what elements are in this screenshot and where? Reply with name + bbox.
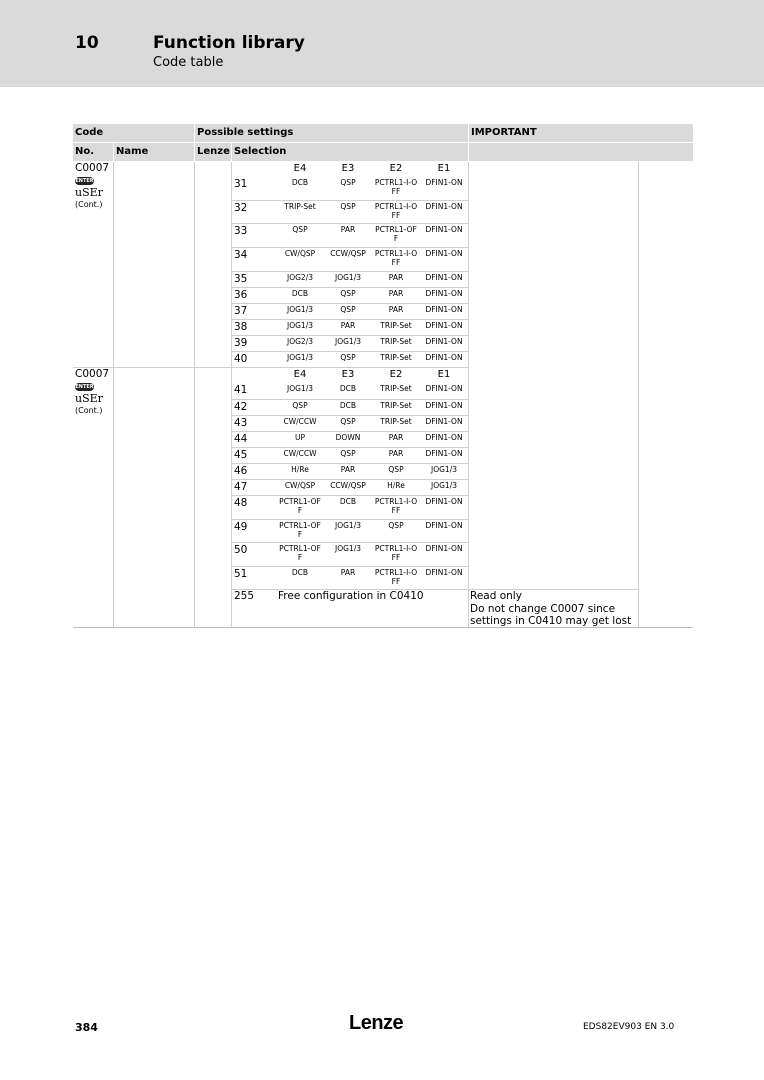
display-code: uSEr xyxy=(75,392,103,405)
cell-e4: PCTRL1-OF F xyxy=(279,521,321,539)
cell-e4: JOG1/3 xyxy=(287,321,313,330)
header-important: IMPORTANT xyxy=(469,124,693,142)
selection-number: 37 xyxy=(234,305,248,317)
continued-label: (Cont.) xyxy=(75,406,103,415)
table-row xyxy=(232,543,468,565)
chapter-title: Function library xyxy=(153,33,305,53)
cell-e1: DFIN1-ON xyxy=(425,497,463,506)
selection-number: 46 xyxy=(234,465,248,477)
cell-e2: PCTRL1-OF F xyxy=(375,225,417,243)
table-row xyxy=(232,352,468,367)
table-row xyxy=(232,520,468,542)
table-row xyxy=(232,320,468,335)
cell-e4: QSP xyxy=(292,225,308,234)
cell-e4: PCTRL1-OF F xyxy=(279,544,321,562)
table-row xyxy=(232,336,468,351)
selection-number: 39 xyxy=(234,337,248,349)
cell-e2: QSP xyxy=(388,521,404,530)
selection-number: 31 xyxy=(234,178,248,190)
table-bottom-border xyxy=(73,627,693,628)
selection-number: 41 xyxy=(234,384,248,396)
header-possible-settings: Possible settings xyxy=(195,124,468,142)
table-row xyxy=(232,383,468,398)
header-code: Code xyxy=(73,124,194,142)
selection-number: 35 xyxy=(234,273,248,285)
document-reference: EDS82EV903 EN 3.0 xyxy=(583,1022,675,1032)
cell-e4: DCB xyxy=(291,178,309,187)
cell-e3: JOG1/3 xyxy=(335,544,361,553)
free-config-number: 255 xyxy=(234,590,255,602)
cell-e1: DFIN1-ON xyxy=(425,433,463,442)
cell-e3: PAR xyxy=(340,568,356,577)
cell-e2: PCTRL1-I-O FF xyxy=(374,568,418,586)
enter-key-icon: ENTER xyxy=(75,384,94,390)
header-selection: Selection xyxy=(232,143,468,161)
cell-e4: QSP xyxy=(292,401,308,410)
cell-e4: UP xyxy=(294,433,305,442)
terminal-header-e2: E2 xyxy=(389,163,403,174)
cell-e1: JOG1/3 xyxy=(431,481,457,490)
lenze-logo: Lenze xyxy=(349,1012,404,1034)
selection-number: 49 xyxy=(234,521,248,533)
cell-e1: DFIN1-ON xyxy=(425,249,463,258)
selection-number: 32 xyxy=(234,202,248,214)
selection-number: 42 xyxy=(234,401,248,413)
cell-e4: JOG1/3 xyxy=(287,305,313,314)
header-lenze: Lenze xyxy=(195,143,231,161)
cell-e4: DCB xyxy=(291,568,309,577)
terminal-header-e2: E2 xyxy=(389,369,403,380)
cell-e3: PAR xyxy=(340,465,356,474)
note-line: Read only xyxy=(470,590,522,602)
page-number: 384 xyxy=(75,1021,98,1034)
table-body xyxy=(73,162,693,628)
table-row xyxy=(232,448,468,463)
cell-e1: DFIN1-ON xyxy=(425,568,463,577)
cell-e2: TRIP-Set xyxy=(380,417,412,426)
table-row xyxy=(232,400,468,415)
header-name: Name xyxy=(114,143,194,161)
cell-e1: DFIN1-ON xyxy=(425,202,463,211)
cell-e1: DFIN1-ON xyxy=(425,273,463,282)
cell-e3: QSP xyxy=(340,449,356,458)
table-row xyxy=(232,416,468,431)
cell-e2: PAR xyxy=(388,289,404,298)
chapter-subtitle: Code table xyxy=(153,55,224,70)
cell-e2: TRIP-Set xyxy=(380,353,412,362)
selection-number: 44 xyxy=(234,433,248,445)
column-divider xyxy=(194,162,195,628)
cell-e3: PAR xyxy=(340,225,356,234)
cell-e4: JOG2/3 xyxy=(287,273,313,282)
cell-e3: QSP xyxy=(340,353,356,362)
table-row xyxy=(232,464,468,479)
cell-e2: PAR xyxy=(388,433,404,442)
cell-e3: JOG1/3 xyxy=(335,273,361,282)
cell-e2: TRIP-Set xyxy=(380,401,412,410)
terminal-header-e1: E1 xyxy=(437,369,451,380)
selection-number: 34 xyxy=(234,249,248,261)
table-header-row-2 xyxy=(73,143,693,161)
cell-e2: PCTRL1-I-O FF xyxy=(374,178,418,196)
selection-number: 40 xyxy=(234,353,248,365)
cell-e4: JOG1/3 xyxy=(287,353,313,362)
cell-e3: DCB xyxy=(339,401,357,410)
cell-e3: DCB xyxy=(339,497,357,506)
enter-key-icon: ENTER xyxy=(75,178,94,184)
cell-e4: CW/CCW xyxy=(283,449,317,458)
code-cell xyxy=(75,162,109,209)
table-row xyxy=(232,567,468,589)
note-line: settings in C0410 may get lost xyxy=(470,615,632,627)
cell-e2: QSP xyxy=(388,465,404,474)
cell-e1: DFIN1-ON xyxy=(425,337,463,346)
cell-e2: PCTRL1-I-O FF xyxy=(374,249,418,267)
terminal-header-e4: E4 xyxy=(293,369,307,380)
selection-number: 45 xyxy=(234,449,248,461)
cell-e1: DFIN1-ON xyxy=(425,401,463,410)
cell-e4: TRIP-Set xyxy=(284,202,316,211)
selection-number: 50 xyxy=(234,544,248,556)
cell-e4: JOG2/3 xyxy=(287,337,313,346)
table-row xyxy=(232,432,468,447)
cell-e1: DFIN1-ON xyxy=(425,449,463,458)
note-line: Do not change C0007 since xyxy=(470,602,616,615)
table-row xyxy=(232,201,468,223)
cell-e1: DFIN1-ON xyxy=(425,178,463,187)
table-row xyxy=(232,248,468,270)
cell-e2: PAR xyxy=(388,305,404,314)
table-header-row-1 xyxy=(73,124,693,142)
cell-e2: TRIP-Set xyxy=(380,337,412,346)
cell-e2: PCTRL1-I-O FF xyxy=(374,544,418,562)
selection-number: 48 xyxy=(234,497,248,509)
display-code: uSEr xyxy=(75,186,103,199)
table-row xyxy=(232,177,468,199)
cell-e3: DCB xyxy=(339,384,357,393)
cell-e1: DFIN1-ON xyxy=(425,544,463,553)
column-divider xyxy=(638,162,639,628)
cell-e1: DFIN1-ON xyxy=(425,521,463,530)
cell-e3: DOWN xyxy=(335,433,361,442)
cell-e4: CW/QSP xyxy=(284,481,316,490)
terminal-header-e3: E3 xyxy=(341,163,355,174)
cell-e3: QSP xyxy=(340,305,356,314)
cell-e2: TRIP-Set xyxy=(380,384,412,393)
code-cell xyxy=(75,368,109,415)
selection-number: 43 xyxy=(234,417,248,429)
selection-number: 51 xyxy=(234,568,248,580)
cell-e1: DFIN1-ON xyxy=(425,417,463,426)
column-divider xyxy=(468,162,469,628)
terminal-header-e1: E1 xyxy=(437,163,451,174)
cell-e1: DFIN1-ON xyxy=(425,289,463,298)
cell-e1: JOG1/3 xyxy=(431,465,457,474)
cell-e4: JOG1/3 xyxy=(287,384,313,393)
page-header xyxy=(0,0,764,87)
code-number: C0007 xyxy=(75,368,110,380)
table-row xyxy=(232,304,468,319)
cell-e3: QSP xyxy=(340,178,356,187)
terminal-header-row xyxy=(232,368,468,382)
cell-e2: TRIP-Set xyxy=(380,321,412,330)
cell-e1: DFIN1-ON xyxy=(425,305,463,314)
cell-e3: PAR xyxy=(340,321,356,330)
cell-e2: H/Re xyxy=(387,481,405,490)
cell-e4: DCB xyxy=(291,289,309,298)
table-row xyxy=(232,288,468,303)
selection-number: 33 xyxy=(234,225,248,237)
cell-e3: QSP xyxy=(340,289,356,298)
cell-e4: PCTRL1-OF F xyxy=(279,497,321,515)
cell-e3: JOG1/3 xyxy=(335,521,361,530)
free-config-text: Free configuration in C0410 xyxy=(278,590,424,602)
chapter-number: 10 xyxy=(75,33,99,53)
cell-e3: CCW/QSP xyxy=(330,249,366,258)
cell-e3: QSP xyxy=(340,202,356,211)
cell-e1: DFIN1-ON xyxy=(425,384,463,393)
cell-e3: QSP xyxy=(340,417,356,426)
header-no: No. xyxy=(73,143,113,161)
cell-e3: CCW/QSP xyxy=(330,481,366,490)
table-row xyxy=(232,480,468,495)
cell-e1: DFIN1-ON xyxy=(425,353,463,362)
cell-e2: PCTRL1-I-O FF xyxy=(374,202,418,220)
terminal-header-row xyxy=(232,162,468,176)
table-row xyxy=(232,272,468,287)
cell-e2: PAR xyxy=(388,273,404,282)
cell-e2: PAR xyxy=(388,449,404,458)
cell-e1: DFIN1-ON xyxy=(425,321,463,330)
cell-e4: CW/QSP xyxy=(284,249,316,258)
header-important-cont xyxy=(469,143,693,161)
cell-e4: H/Re xyxy=(291,465,309,474)
cell-e4: CW/CCW xyxy=(283,417,317,426)
selection-number: 36 xyxy=(234,289,248,301)
terminal-header-e4: E4 xyxy=(293,163,307,174)
cell-e1: DFIN1-ON xyxy=(425,225,463,234)
cell-e2: PCTRL1-I-O FF xyxy=(374,497,418,515)
column-divider xyxy=(113,162,114,628)
table-row xyxy=(232,496,468,518)
terminal-header-e3: E3 xyxy=(341,369,355,380)
important-note xyxy=(470,590,631,628)
code-number: C0007 xyxy=(75,162,110,174)
table-row xyxy=(232,224,468,246)
cell-e3: JOG1/3 xyxy=(335,337,361,346)
continued-label: (Cont.) xyxy=(75,200,103,209)
selection-number: 47 xyxy=(234,481,248,493)
selection-number: 38 xyxy=(234,321,248,333)
